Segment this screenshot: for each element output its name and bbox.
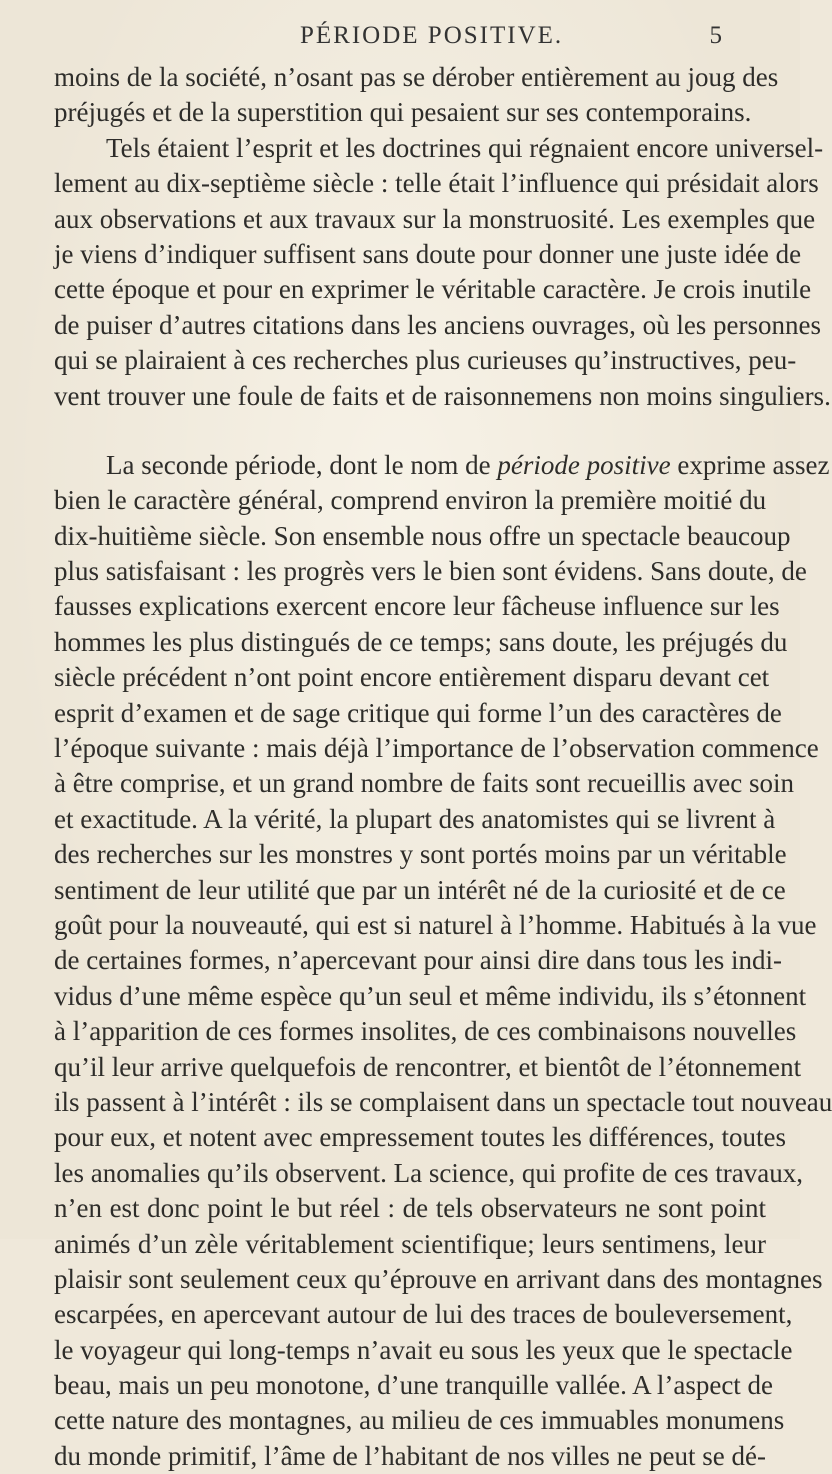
text-line: fausses explications exercent encore leur fâcheuse influence sur les xyxy=(54,591,780,622)
paragraph-2 xyxy=(54,131,831,414)
emphasis-period-name: période positive xyxy=(497,449,671,480)
text-line: plaisir sont seulement ceux qu’éprouve en arrivant dans des montagnes xyxy=(54,1263,823,1294)
text-line: n’en est donc point le but réel : de tels observateurs ne sont point xyxy=(54,1193,766,1224)
text-line: et exactitude. A la vérité, la plupart des anatomistes qui se livrent à xyxy=(54,803,776,834)
text-line: cette nature des montagnes, au milieu de ces immuables monumens xyxy=(54,1405,785,1436)
text-line: qui se plairaient à ces recherches plus curieuses qu’instructives, peu- xyxy=(54,345,797,376)
running-title: PÉRIODE POSITIVE. xyxy=(300,22,564,49)
text-line: vidus d’une même espèce qu’un seul et même individu, ils s’étonnent xyxy=(54,980,807,1011)
text-line: moins de la société, n’osant pas se dérober entièrement au joug des xyxy=(54,62,779,92)
text-line: goût pour la nouveauté, qui est si naturel à l’homme. Habitués à la vue xyxy=(54,909,817,940)
text-line: bien le caractère général, comprend environ la première moitié du xyxy=(54,485,767,516)
text-line: hommes les plus distingués de ce temps; sans doute, les préjugés du xyxy=(54,626,788,657)
text-line: qu’il leur arrive quelquefois de rencontrer, et bientôt de l’étonnement xyxy=(54,1051,802,1082)
text-run: La seconde période, dont le nom de xyxy=(106,449,498,480)
text-run: exprime assez xyxy=(670,449,830,480)
text-line: le voyageur qui long-temps n’avait eu sous les yeux que le spectacle xyxy=(54,1334,793,1365)
text-line: l’époque suivante : mais déjà l’importance de l’observation commence xyxy=(54,733,819,764)
text-line: ils passent à l’intérêt : ils se complaisent dans un spectacle tout nouveau xyxy=(54,1086,832,1117)
text-line: escarpées, en apercevant autour de lui des traces de bouleversement, xyxy=(54,1299,793,1330)
text-line xyxy=(54,448,830,483)
page-number: 5 xyxy=(709,22,722,49)
text-line: pour eux, et notent avec empressement toutes les différences, toutes xyxy=(54,1122,787,1153)
text-line: de certaines formes, n’apercevant pour ainsi dire dans tous les indi- xyxy=(54,945,782,976)
text-line: animés d’un zèle véritablement scientifique; leurs sentimens, leur xyxy=(54,1228,766,1259)
text-line: de puiser d’autres citations dans les anciens ouvrages, où les personnes xyxy=(54,309,822,340)
text-line: siècle précédent n’ont point encore entièrement disparu devant cet xyxy=(54,662,770,693)
body-text xyxy=(54,60,832,1474)
text-line: vent trouver une foule de faits et de raisonnemens non moins singuliers. xyxy=(54,380,831,411)
text-line: sentiment de leur utilité que par un intérêt né de la curiosité et de ce xyxy=(54,874,786,905)
text-line: à l’apparition de ces formes insolites, de ces combinaisons nouvelles xyxy=(54,1016,797,1047)
text-line: aux observations et aux travaux sur la monstruosité. Les exemples que xyxy=(54,203,816,234)
text-line: plus satisfaisant : les progrès vers le bien sont évidens. Sans doute, de xyxy=(54,556,807,587)
text-line: je viens d’indiquer suffisent sans doute pour donner une juste idée de xyxy=(54,238,802,269)
text-line: esprit d’examen et de sage critique qui forme l’un des caractères de xyxy=(54,697,782,728)
text-line: dix-huitième siècle. Son ensemble nous offre un spectacle beaucoup xyxy=(54,520,791,551)
text-line: lement au dix-septième siècle : telle était l’influence qui présidait alors xyxy=(54,168,819,199)
text-line: du monde primitif, l’âme de l’habitant de nos villes ne peut se dé- xyxy=(54,1440,766,1471)
text-line: les anomalies qu’ils observent. La science, qui profite de ces travaux, xyxy=(54,1157,803,1188)
paragraph-3 xyxy=(54,448,832,1474)
text-line: préjugés et de la superstition qui pesaient sur ses contemporains. xyxy=(54,97,752,128)
text-line: Tels étaient l’esprit et les doctrines qui régnaient encore universel- xyxy=(106,132,824,163)
text-line: à être comprise, et un grand nombre de faits sont recueillis avec soin xyxy=(54,768,794,799)
text-line: des recherches sur les monstres y sont portés moins par un véritable xyxy=(54,839,787,870)
text-line: cette époque et pour en exprimer le véritable caractère. Je crois inutile xyxy=(54,274,812,305)
page-header xyxy=(0,22,800,62)
text-line: beau, mais un peu monotone, d’une tranquille vallée. A l’aspect de xyxy=(54,1370,774,1401)
paragraph-1 xyxy=(54,60,779,131)
paragraph-gap xyxy=(54,414,766,448)
